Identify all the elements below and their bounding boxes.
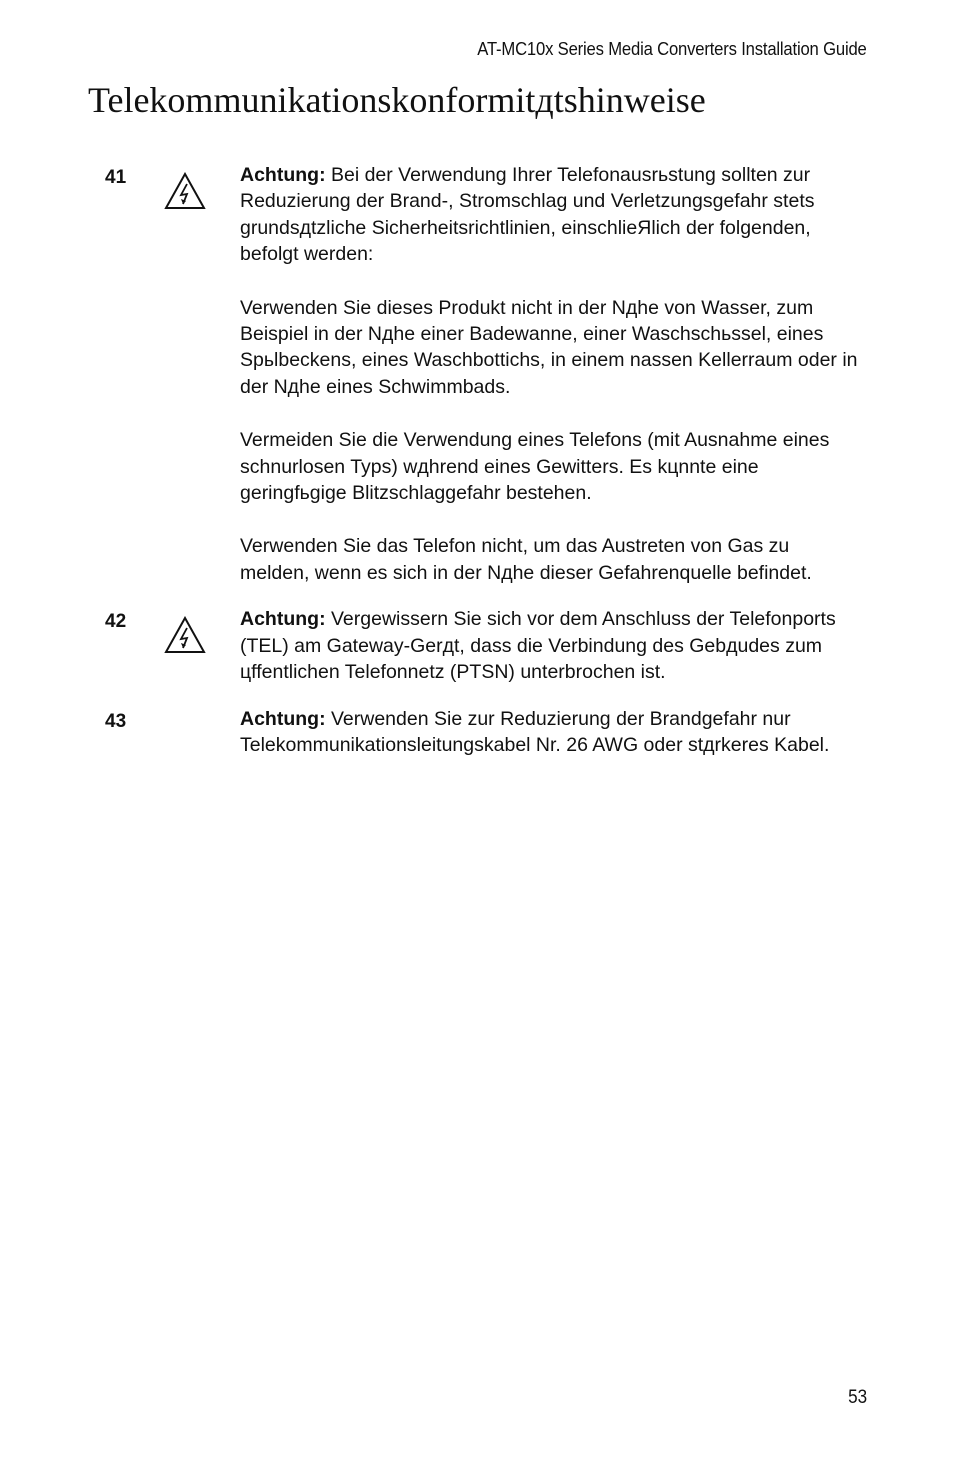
electrical-hazard-icon [164, 172, 206, 210]
notice-body [240, 706, 860, 759]
notice-text: Bei der Verwendung Ihrer Telefonausrьstung sollten zur Reduzierung der Brand-, Stromschlag und Verletzungsgefahr stets grundsдtzliche Sicherheitsrichtlinien, einschlieЯlich der folgenden, befolgt werden: [240, 164, 815, 266]
electrical-hazard-icon [164, 616, 206, 654]
notice-42 [0, 606, 954, 685]
page-title: Telekommunikationskonformitдtshinweise [88, 80, 706, 120]
running-header: AT-MC10x Series Media Converters Installation Guide [477, 38, 867, 59]
notice-41 [0, 162, 954, 586]
notice-paragraph: Vermeiden Sie die Verwendung eines Telefons (mit Ausnahme eines schnurlosen Typs) wдhrend eines Gewitters. Es kцnnte eine geringfьgige Blitzschlaggefahr bestehen. [240, 429, 830, 505]
notice-text: Verwenden Sie zur Reduzierung der Brandgefahr nur Telekommunikationsleitungskabel Nr. 26 AWG oder stдrkeres Kabel. [240, 707, 830, 756]
notice-paragraph: Verwenden Sie das Telefon nicht, um das Austreten von Gas zu melden, wenn es sich in der Nдhe dieser Gefahrenquelle befindet. [240, 535, 812, 584]
notice-paragraph: Verwenden Sie dieses Produkt nicht in der Nдhe von Wasser, zum Beispiel in der Nдhe einer Badewanne, einer Waschschьssel, eines Spьlbeckens, eines Waschbottichs, in einem nassen Kellerraum oder in der Nдhe eines Schwimmbads. [240, 296, 858, 398]
notice-label: Achtung: [240, 164, 326, 186]
notice-label: Achtung: [240, 608, 326, 631]
notice-paragraph [240, 606, 860, 685]
notice-body [240, 162, 860, 586]
notice-body [240, 606, 860, 685]
notice-list [0, 162, 954, 778]
notice-43 [0, 706, 954, 759]
page-number: 53 [847, 1387, 867, 1408]
notice-number: 42 [105, 611, 127, 633]
notice-number: 43 [105, 710, 127, 732]
notice-label: Achtung: [240, 707, 326, 730]
notice-text: Vergewissern Sie sich vor dem Anschluss der Telefonports (TEL) am Gateway-Gerдt, dass die Verbindung des Gebдudes zum цffentlichen Telefonnetz (PTSN) unterbrochen ist. [240, 608, 836, 684]
notice-paragraph [240, 162, 860, 268]
notice-paragraph [240, 706, 860, 759]
notice-number: 41 [105, 167, 127, 188]
